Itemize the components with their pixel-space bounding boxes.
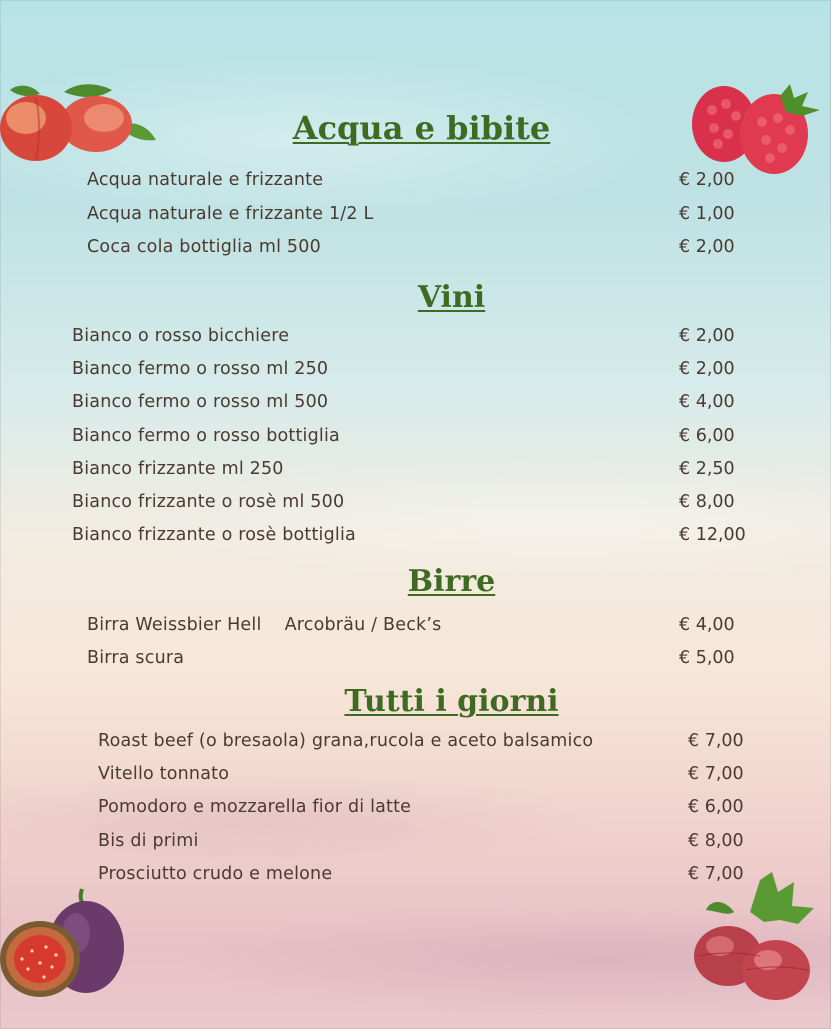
menu-item-price: € 4,00 (679, 392, 735, 412)
section-title-tutti: Tutti i giorni (344, 684, 559, 719)
gooseberry-icon (690, 872, 825, 1007)
section-title-birre: Birre (407, 564, 496, 599)
menu-item-price: € 2,00 (679, 170, 735, 190)
menu-item-name: Bis di primi (98, 831, 199, 851)
menu-item-price: € 6,00 (679, 426, 735, 446)
menu-item-name: Bianco frizzante ml 250 (72, 459, 284, 479)
fig-icon (0, 885, 130, 1005)
menu-item-name: Vitello tonnato (98, 764, 230, 784)
menu-item-price: € 4,00 (679, 615, 735, 635)
menu-item-name: Roast beef (o bresaola) grana,rucola e aceto balsamico (98, 731, 594, 751)
section-title-vini: Vini (417, 280, 486, 315)
menu-item-name: Pomodoro e mozzarella fior di latte (98, 797, 412, 817)
menu-item-price: € 2,50 (679, 459, 735, 479)
menu-item-price: € 1,00 (679, 204, 735, 224)
menu-item-name: Acqua naturale e frizzante (87, 170, 324, 190)
menu-item-price: € 2,00 (679, 326, 735, 346)
menu-item-name: Coca cola bottiglia ml 500 (87, 237, 321, 257)
menu-item-price: € 12,00 (679, 525, 746, 545)
menu-item-price: € 5,00 (679, 648, 735, 668)
menu-item-name: Acqua naturale e frizzante 1/2 L (87, 204, 374, 224)
menu-item-name: Birra scura (87, 648, 185, 668)
menu-item-name: Bianco fermo o rosso bottiglia (72, 426, 340, 446)
menu-item-name: Birra Weissbier Hell Arcobräu / Beck’s (87, 615, 442, 635)
menu-item-price: € 7,00 (688, 731, 744, 751)
menu-item-name: Bianco o rosso bicchiere (72, 326, 290, 346)
menu-item-price: € 8,00 (688, 831, 744, 851)
menu-item-name: Prosciutto crudo e melone (98, 864, 333, 884)
menu-item-price: € 2,00 (679, 237, 735, 257)
menu-item-name: Bianco fermo o rosso ml 250 (72, 359, 329, 379)
menu-item-price: € 7,00 (688, 864, 744, 884)
menu-item-price: € 6,00 (688, 797, 744, 817)
menu-item-price: € 8,00 (679, 492, 735, 512)
menu-item-name: Bianco frizzante o rosè ml 500 (72, 492, 345, 512)
menu-item-price: € 7,00 (688, 764, 744, 784)
menu-item-price: € 2,00 (679, 359, 735, 379)
menu-item-name: Bianco frizzante o rosè bottiglia (72, 525, 356, 545)
menu-item-name: Bianco fermo o rosso ml 500 (72, 392, 329, 412)
section-title-acqua: Acqua e bibite (292, 109, 551, 147)
